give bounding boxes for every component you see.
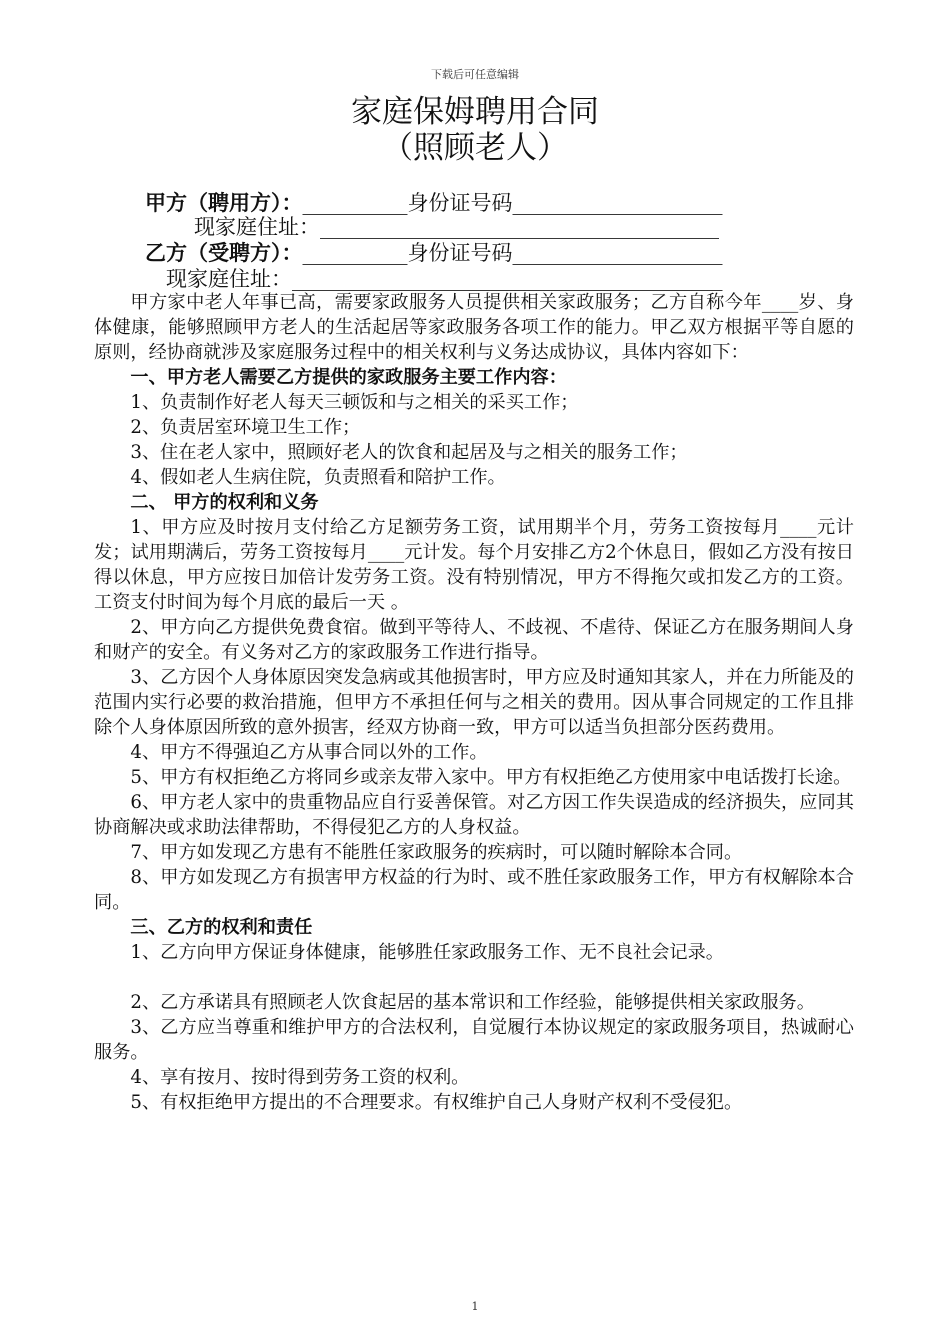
clause-paragraph: 7、甲方如发现乙方患有不能胜任家政服务的疾病时，可以随时解除本合同。: [130, 842, 743, 863]
clause-paragraph: 6、甲方老人家中的贵重物品应自行妥善保管。对乙方因工作失误造成的经济损失，应同其协商解决或求助法律帮助，不得侵犯乙方的人身权益。: [94, 792, 854, 838]
document-subtitle: （照顾老人）: [382, 130, 568, 166]
clause-paragraph: 4、甲方不得强迫乙方从事合同以外的工作。: [130, 742, 488, 763]
clause-paragraph: 2、甲方向乙方提供免费食宿。做到平等待人、不歧视、不虐待、保证乙方在服务期间人身和财产的安全。有义务对乙方的家政服务工作进行指导。: [94, 617, 854, 663]
clause-paragraph: 5、有权拒绝甲方提出的不合理要求。有权维护自己人身财产权利不受侵犯。: [130, 1092, 743, 1113]
party-a-address-blank: ______________________________________: [320, 215, 719, 239]
document-title: 家庭保姆聘用合同: [351, 94, 599, 130]
clause-paragraph: 1、甲方应及时按月支付给乙方足额劳务工资，试用期半个月，劳务工资按每月____元计发；试用期满后，劳务工资按每月____元计发。每个月安排乙方2个休息日，假如乙方没有按日得以休息，甲方应按日加倍计发劳务工资。没有特别情况，甲方不得拖欠或扣发乙方的工资。工资支付时间为每个月底的最后一天 。: [94, 517, 854, 613]
party-b-id-label: 身份证号码: [407, 241, 513, 265]
party-b-name-blank: __________: [302, 241, 408, 265]
party-a-line: [145, 190, 723, 216]
header-note: 下载后可任意编辑: [431, 68, 519, 81]
party-b-address-blank: _________________________________________: [292, 267, 723, 291]
clause-paragraph: 甲方家中老人年事已高，需要家政服务人员提供相关家政服务；乙方自称今年____岁、身体健康，能够照顾甲方老人的生活起居等家政服务各项工作的能力。甲乙双方根据平等自愿的原则，经协商就涉及家庭服务过程中的相关权利与义务达成协议，具体内容如下：: [94, 292, 854, 363]
party-b-address-label: 现家庭住址：: [166, 267, 292, 291]
section-heading: 一、甲方老人需要乙方提供的家政服务主要工作内容：: [130, 367, 567, 388]
clause-paragraph: 3、住在老人家中，照顾好老人的饮食和起居及与之相关的服务工作；: [130, 442, 688, 463]
clause-paragraph: 1、负责制作好老人每天三顿饭和与之相关的采买工作；: [130, 392, 579, 413]
party-a-id-label: 身份证号码: [407, 191, 513, 215]
clause-paragraph: 2、乙方承诺具有照顾老人饮食起居的基本常识和工作经验，能够提供相关家政服务。: [130, 992, 815, 1013]
section-heading: 二、 甲方的权利和义务: [130, 492, 319, 513]
clause-paragraph: 3、乙方应当尊重和维护甲方的合法权利，自觉履行本协议规定的家政服务项目，热诚耐心服务。: [94, 1017, 854, 1063]
clause-paragraph: 5、甲方有权拒绝乙方将同乡或亲友带入家中。甲方有权拒绝乙方使用家中电话拨打长途。: [130, 767, 852, 788]
party-b-label: 乙方（受聘方）：: [145, 241, 303, 265]
party-a-label: 甲方（聘用方）：: [145, 191, 303, 215]
contract-body: [94, 290, 854, 1115]
clause-paragraph: 4、假如老人生病住院，负责照看和陪护工作。: [130, 467, 506, 488]
party-b-address-line: [166, 266, 723, 292]
party-b-line: [145, 240, 723, 266]
party-a-address-label: 现家庭住址：: [194, 215, 320, 239]
section-heading: 三、乙方的权利和责任: [130, 917, 313, 938]
party-a-id-blank: ____________________: [512, 191, 723, 215]
party-b-id-blank: ____________________: [512, 241, 723, 265]
party-a-address-line: [194, 214, 719, 240]
clause-paragraph: 4、享有按月、按时得到劳务工资的权利。: [130, 1067, 470, 1088]
clause-paragraph: 8、甲方如发现乙方有损害甲方权益的行为时、或不胜任家政服务工作，甲方有权解除本合同。: [94, 867, 854, 913]
clause-paragraph: 1、乙方向甲方保证身体健康，能够胜任家政服务工作、无不良社会记录。: [130, 942, 724, 963]
clause-paragraph: 3、乙方因个人身体原因突发急病或其他损害时，甲方应及时通知其家人，并在力所能及的范围内实行必要的救治措施，但甲方不承担任何与之相关的费用。因从事合同规定的工作且排除个人身体原因所致的意外损害，经双方协商一致，甲方可以适当负担部分医药费用。: [94, 667, 854, 738]
clause-paragraph: 2、负责居室环境卫生工作；: [130, 417, 361, 438]
page-number: 1: [471, 1300, 479, 1313]
party-a-name-blank: __________: [302, 191, 408, 215]
